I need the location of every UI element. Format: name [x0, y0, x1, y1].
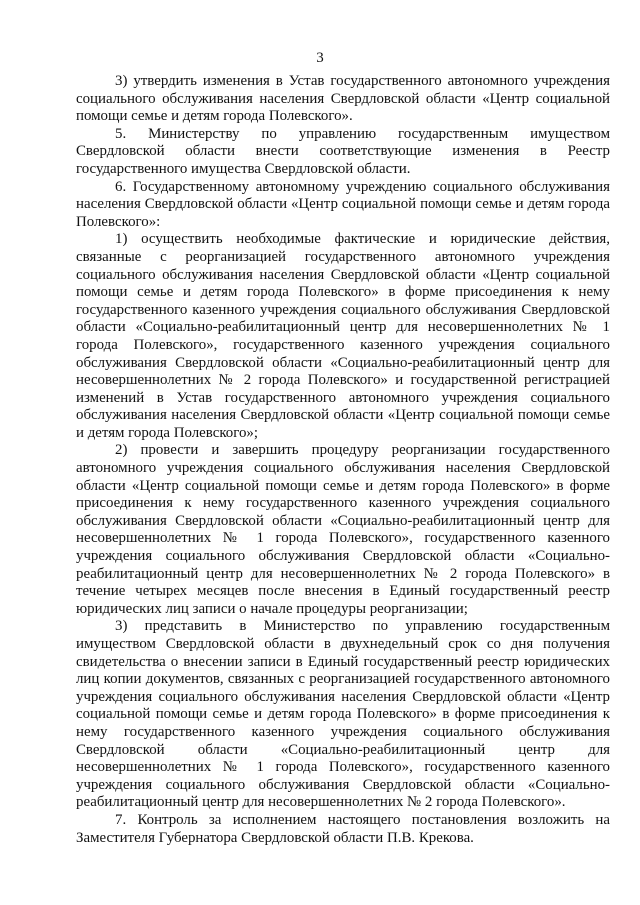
paragraph-5-ministry-registry: 5. Министерству по управлению государственным имуществом Свердловской области внести соответствующие изменения в Реестр государственного имущества Свердловской области.	[76, 125, 610, 177]
page-number: 3	[316, 50, 324, 66]
paragraph-6-item-2-reorganization: 2) провести и завершить процедуру реорганизации государственного автономного учреждения социального обслуживания населения Свердловской области «Центр социальной помощи семье и детям города Полевского» в форме присоединения к нему государственного казенного учреждения социального обслуживания Свердловской области «Социально-реабилитационный центр для несовершеннолетних № 1 города Полевского», государственного казенного учреждения социального обслуживания Свердловской области «Социально-реабилитационный центр для несовершеннолетних № 2 города Полевского» в течение четырех месяцев после внесения в Единый государственный реестр юридических лиц записи о начале процедуры реорганизации;	[76, 442, 610, 617]
paragraph-7-control: 7. Контроль за исполнением настоящего постановления возложить на Заместителя Губернатора Свердловской области П.В. Крекова.	[76, 811, 610, 846]
paragraph-6-institution-intro: 6. Государственному автономному учреждению социального обслуживания населения Свердловской области «Центр социальной помощи семье и детям города Полевского»:	[76, 178, 610, 230]
document-body	[76, 73, 610, 847]
paragraph-item-3-approve-charter: 3) утвердить изменения в Устав государственного автономного учреждения социального обслуживания населения Свердловской области «Центр социальной помощи семье и детям города Полевского».	[76, 73, 610, 125]
paragraph-6-item-1-legal-actions: 1) осуществить необходимые фактические и юридические действия, связанные с реорганизацией государственного автономного учреждения социального обслуживания населения Свердловской области «Центр социальной помощи семье и детям города Полевского» в форме присоединения к нему государственного казенного учреждения социального обслуживания Свердловской области «Социально-реабилитационный центр для несовершеннолетних № 1 города Полевского», государственного казенного учреждения социального обслуживания Свердловской области «Социально-реабилитационный центр для несовершеннолетних № 2 города Полевского» и государственной регистрацией изменений в Устав государственного автономного учреждения социального обслуживания населения Свердловской области «Центр социальной помощи семье и детям города Полевского»;	[76, 231, 610, 441]
paragraph-6-item-3-documents: 3) представить в Министерство по управлению государственным имуществом Свердловской области в двухнедельный срок со дня получения свидетельства о внесении записи в Единый государственный реестр юридических лиц копии документов, связанных с реорганизацией государственного автономного учреждения социального обслуживания населения Свердловской области «Центр социальной помощи семье и детям города Полевского» в форме присоединения к нему государственного казенного учреждения социального обслуживания Свердловской области «Социально-реабилитационный центр для несовершеннолетних № 1 города Полевского», государственного казенного учреждения социального обслуживания Свердловской области «Социально-реабилитационный центр для несовершеннолетних № 2 города Полевского».	[76, 618, 610, 811]
